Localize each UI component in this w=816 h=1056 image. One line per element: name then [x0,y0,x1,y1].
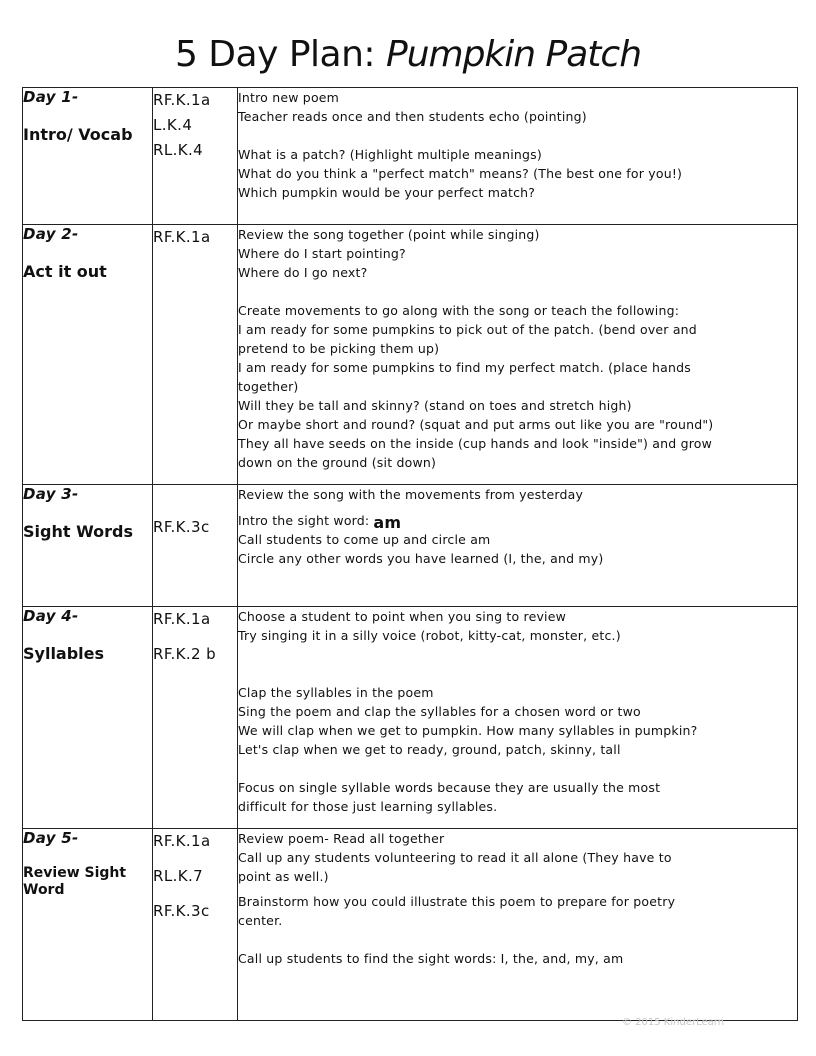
activity-line: difficult for those just learning syllables. [238,799,498,814]
day-topic: Syllables [23,644,105,663]
activity-line: They all have seeds on the inside (cup hands and look "inside") and grow [238,436,713,451]
sight-word-intro: Intro the sight word: [238,513,370,528]
activity-line: Focus on single syllable words because they are usually the most [238,780,661,795]
sight-word: am [373,513,402,532]
day-topic: Review Sight Word [23,865,127,898]
day-name: Day 4- [23,607,79,625]
day-row-1 [23,88,798,225]
blank-line [238,645,797,664]
activity-line: We will clap when we get to pumpkin. How many syllables in pumpkin? [238,723,698,738]
day-label-cell [23,225,153,485]
activity-line: Call students to come up and circle am [238,532,491,547]
day-label-cell [23,607,153,829]
day-row-4 [23,607,798,829]
activity-line: What is a patch? (Highlight multiple meanings) [238,147,542,162]
page-title [0,34,816,75]
standard: RF.K.1a [153,228,211,246]
activity-line: Review poem- Read all together [238,831,445,846]
activities-cell [238,88,798,225]
activities-cell [238,485,798,607]
activity-line: pretend to be picking them up) [238,341,440,356]
title-subtitle: Pumpkin Patch [385,34,642,75]
standard: RF.K.1a [153,610,211,628]
activity-line: point as well.) [238,869,329,884]
day-topic: Intro/ Vocab [23,125,133,144]
activity-line: I am ready for some pumpkins to find my perfect match. (place hands [238,360,691,375]
activity-line: down on the ground (sit down) [238,455,437,470]
activity-line: Brainstorm how you could illustrate this poem to prepare for poetry [238,894,676,909]
standards-cell [153,607,238,829]
day-label-cell [23,485,153,607]
activity-line: Let's clap when we get to ready, ground, patch, skinny, tall [238,742,621,757]
activities-cell [238,607,798,829]
standard: RF.K.3c [153,518,210,536]
day-topic: Act it out [23,262,107,281]
day-name: Day 2- [23,225,79,243]
activities-cell [238,829,798,1021]
activity-line: Circle any other words you have learned (I, the, and my) [238,551,604,566]
activity-line: Call up students to find the sight words: I, the, and, my, am [238,951,624,966]
blank-line [238,126,797,145]
plan-table [22,87,798,1021]
activity-line: center. [238,913,283,928]
activity-line: Clap the syllables in the poem [238,685,434,700]
standard: RL.K.4 [153,141,204,159]
activity-line: together) [238,379,299,394]
standard: L.K.4 [153,116,193,134]
day-row-5 [23,829,798,1021]
day-name: Day 5- [23,829,79,847]
day-name: Day 3- [23,485,79,503]
activity-line: Which pumpkin would be your perfect match? [238,185,536,200]
activity-line: Where do I start pointing? [238,246,406,261]
standard: RF.K.3c [153,902,210,920]
standard: RL.K.7 [153,867,204,885]
activity-line: Teacher reads once and then students echo (pointing) [238,109,587,124]
activity-line: Review the song with the movements from yesterday [238,487,584,502]
activity-line: I am ready for some pumpkins to pick out of the patch. (bend over and [238,322,697,337]
activity-line: Intro new poem [238,90,340,105]
activity-line: What do you think a "perfect match" means? (The best one for you!) [238,166,683,181]
activity-line: Or maybe short and round? (squat and put arms out like you are "round") [238,417,714,432]
day-row-3 [23,485,798,607]
standard: RF.K.1a [153,91,211,109]
blank-line [238,930,797,949]
blank-line [238,759,797,778]
standards-cell [153,485,238,607]
copyright-footer: © 2015 KinderLearn [622,1017,725,1028]
activities-cell [238,225,798,485]
activity-line: Choose a student to point when you sing to review [238,609,567,624]
day-row-2 [23,225,798,485]
blank-line [238,664,797,683]
day-topic: Sight Words [23,522,134,541]
activity-line: Create movements to go along with the song or teach the following: [238,303,680,318]
standard: RF.K.1a [153,832,211,850]
sight-word-line [238,510,797,530]
activity-line: Try singing it in a silly voice (robot, kitty-cat, monster, etc.) [238,628,621,643]
blank-line [238,282,797,301]
activity-line: Call up any students volunteering to read it all alone (They have to [238,850,672,865]
standards-cell [153,829,238,1021]
activity-line: Where do I go next? [238,265,368,280]
standard: RF.K.2 b [153,645,217,663]
day-label-cell [23,88,153,225]
activity-line: Will they be tall and skinny? (stand on toes and stretch high) [238,398,632,413]
activity-line: Review the song together (point while singing) [238,227,540,242]
activity-line: Sing the poem and clap the syllables for a chosen word or two [238,704,641,719]
title-main: 5 Day Plan: [174,34,386,75]
standards-cell [153,88,238,225]
day-label-cell [23,829,153,1021]
day-name: Day 1- [23,88,79,106]
standards-cell [153,225,238,485]
